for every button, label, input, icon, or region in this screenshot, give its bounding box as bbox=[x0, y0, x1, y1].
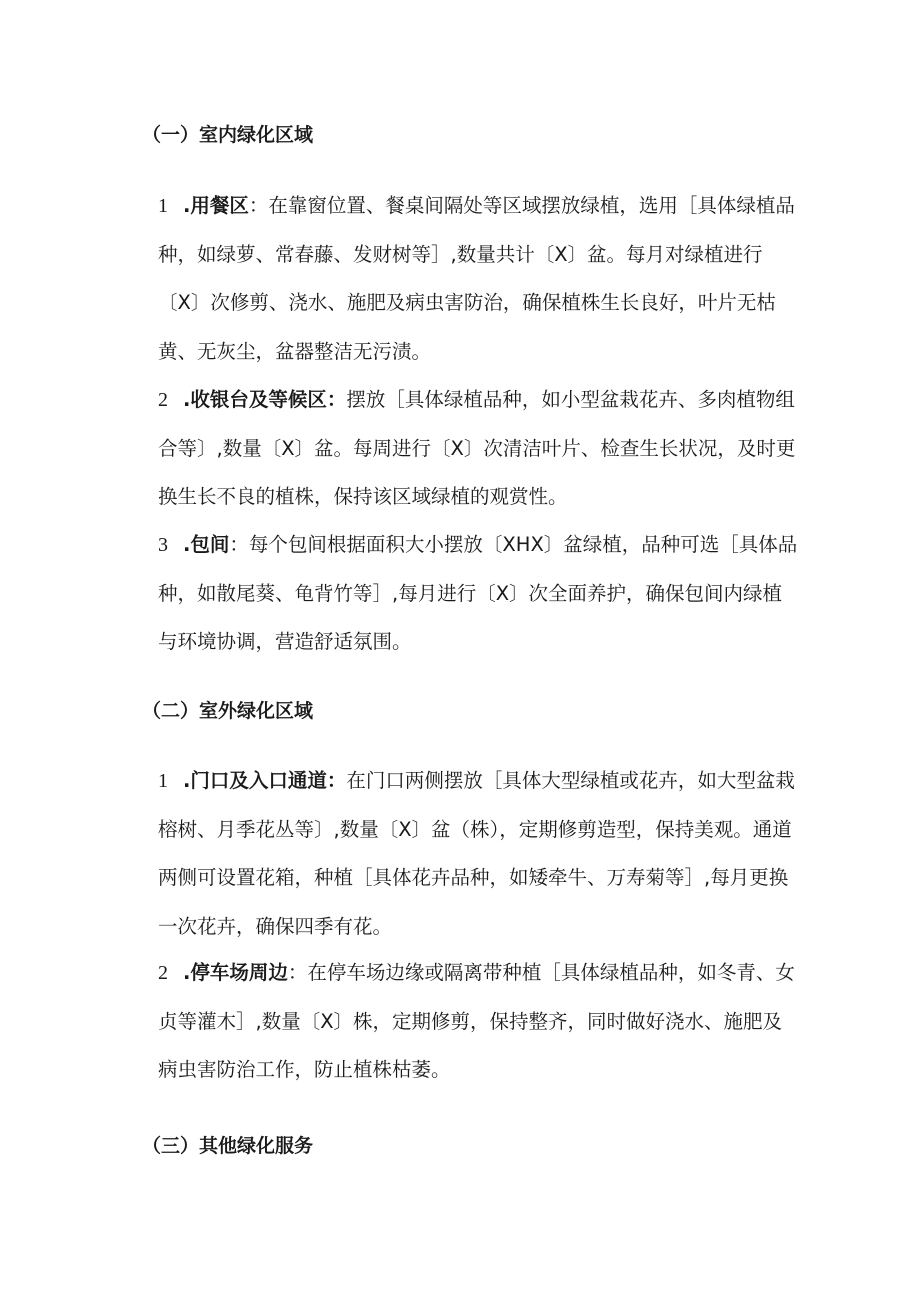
section-heading-indoor: （一）室内绿化区域 bbox=[142, 124, 314, 146]
section-heading-other: （三）其他绿化服务 bbox=[142, 1135, 314, 1157]
list-item-entrance bbox=[158, 757, 798, 951]
section-heading-outdoor: （二）室外绿化区域 bbox=[142, 700, 314, 722]
item-number: 1 bbox=[158, 770, 168, 792]
item-title: .停车场周边 bbox=[183, 961, 288, 984]
list-item-cashier-area bbox=[158, 376, 798, 522]
item-text: ：每个包间根据面积大小摆放〔XHX〕盆绿植，品种可选［具体品种，如散尾葵、龟背竹等］,每月进行〔X〕次全面养护，确保包间内绿植与环境协调，营造舒适氛围。 bbox=[158, 533, 798, 653]
item-text: ：在靠窗位置、餐桌间隔处等区域摆放绿植，选用［具体绿植品种，如绿萝、常春藤、发财树等］,数量共计〔X〕盆。每月对绿植进行〔X〕次修剪、浇水、施肥及病虫害防治，确保植株生长良好，叶片无枯黄、无灰尘，盆器整洁无污渍。 bbox=[158, 194, 795, 363]
item-title: .收银台及等候区： bbox=[183, 388, 347, 411]
list-item-dining-area bbox=[158, 182, 798, 376]
item-title: .用餐区 bbox=[183, 194, 249, 217]
item-number: 2 bbox=[158, 962, 168, 984]
item-title: .包间 bbox=[183, 533, 230, 556]
item-text: 在门口两侧摆放［具体大型绿植或花卉，如大型盆栽榕树、月季花丛等〕,数量〔X〕盆（株），定期修剪造型，保持美观。通道两侧可设置花箱，种植［具体花卉品种，如矮牵牛、万寿菊等］,每月更换一次花卉，确保四季有花。 bbox=[158, 769, 795, 938]
item-number: 3 bbox=[158, 534, 168, 556]
item-text: 摆放［具体绿植品种，如小型盆栽花卉、多肉植物组合等〕,数量〔X〕盆。每周进行〔X〕次清洁叶片、检查生长状况，及时更换生长不良的植株，保持该区域绿植的观赏性。 bbox=[158, 388, 796, 508]
list-item-parking bbox=[158, 949, 798, 1095]
item-number: 2 bbox=[158, 389, 168, 411]
item-title: .门口及入口通道： bbox=[183, 769, 347, 792]
item-number: 1 bbox=[158, 195, 168, 217]
list-item-private-rooms bbox=[158, 521, 798, 667]
item-text: ：在停车场边缘或隔离带种植［具体绿植品种，如冬青、女贞等灌木］,数量〔X〕株，定期修剪，保持整齐，同时做好浇水、施肥及病虫害防治工作，防止植株枯萎。 bbox=[158, 961, 795, 1081]
